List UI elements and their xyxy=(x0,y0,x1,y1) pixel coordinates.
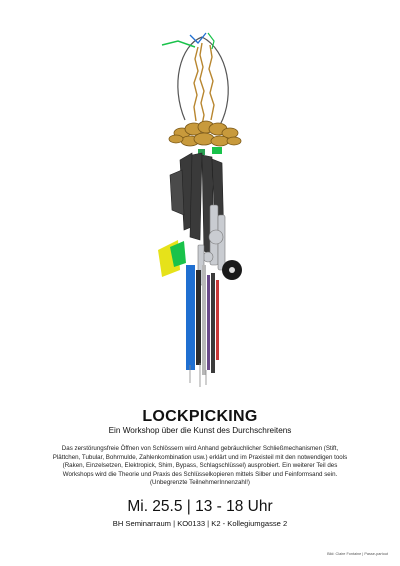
event-venue: BH Seminarraum | KO0133 | K2 - Kollegiumgasse 2 xyxy=(112,519,288,528)
key-bundle-image xyxy=(140,25,260,390)
event-date-time: Mi. 25.5 | 13 - 18 Uhr xyxy=(127,498,273,515)
event-subtitle: Ein Workshop über die Kunst des Durchschreitens xyxy=(108,426,292,435)
image-credit: Bild: Claire Fontaine | Passe-partout xyxy=(327,552,388,556)
event-description: Das zerstörungsfreie Öffnen von Schlössern wird Anhand gebräuchlicher Schließmechanismen (Stift, Plättchen, Tubular, Bohrmulde, Zahlenkombination usw.) erklärt und im Praxisteil mit den notwendigen tools (Raken, Einzelsetzen, Elektropick, Shim, Bypass, Schlagschlüssel) ausprobiert. Ein weiterer Teil des Workshops wird die Theorie und Praxis des Schlüsselkopieren mittels Silber und Feinformsand sein. (Unbegrenzte TeilnehmerInnenzahl!) xyxy=(52,445,348,487)
event-title: LOCKPICKING xyxy=(142,408,258,425)
